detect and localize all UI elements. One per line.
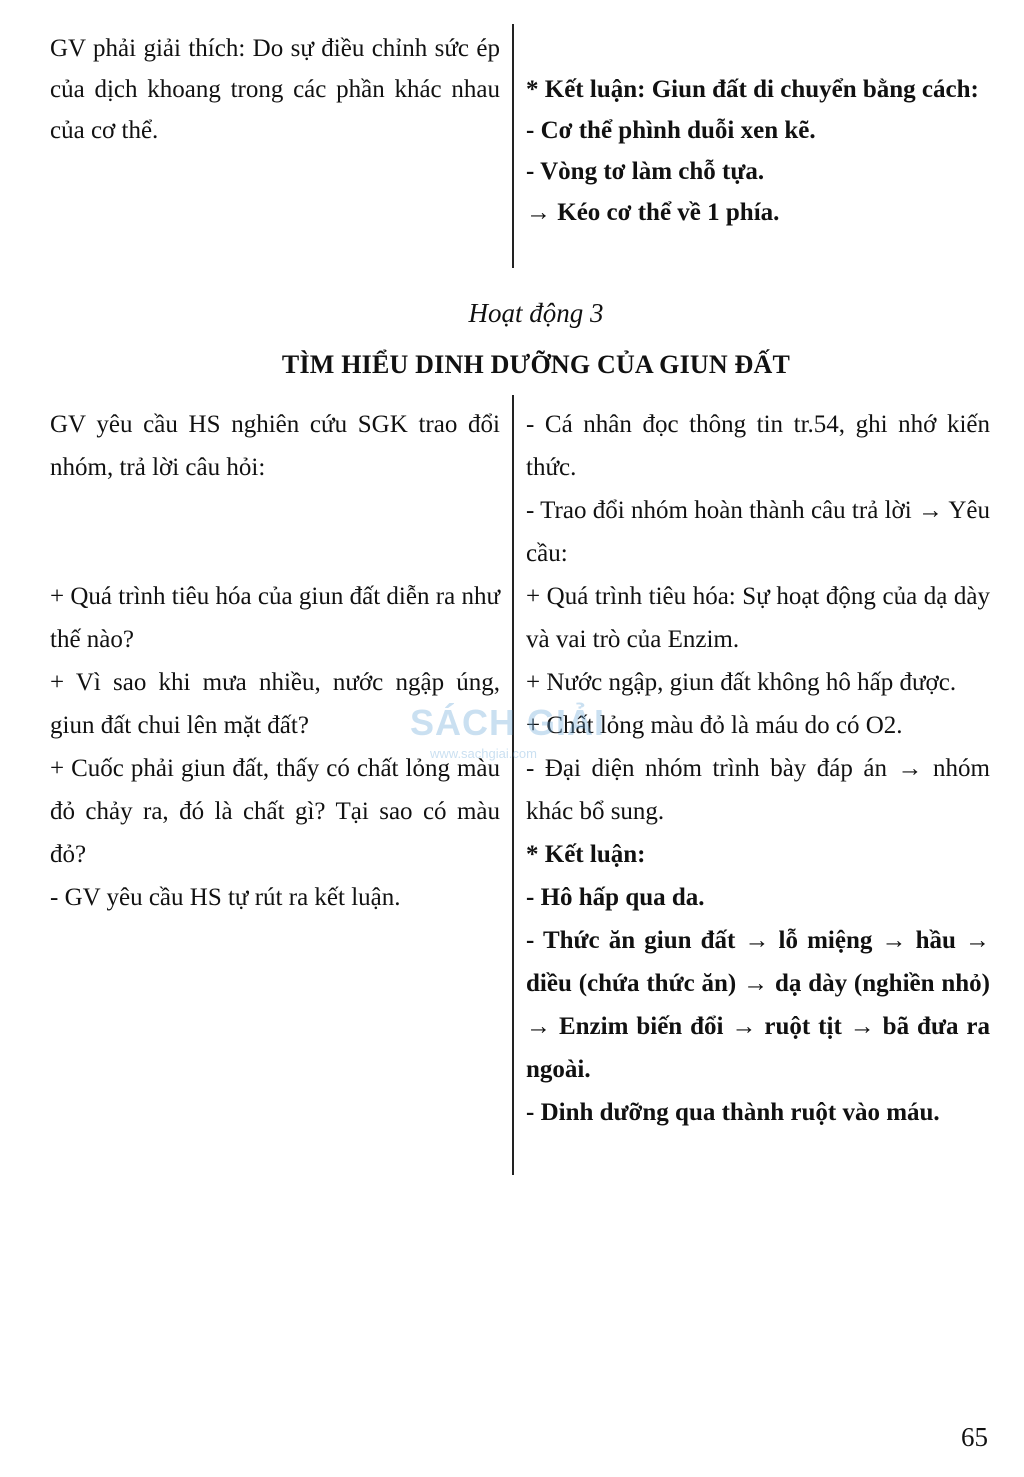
conclusion-item: - Dinh dưỡng qua thành ruột vào máu. [526, 1099, 940, 1126]
question-digestion: + Quá trình tiêu hóa của giun đất diễn ra như thế nào? [50, 583, 500, 653]
conclusion-item: → Kéo cơ thể về 1 phía. [526, 199, 780, 226]
teacher-conclusion-request: - GV yêu cầu HS tự rút ra kết luận. [50, 884, 401, 911]
answer-flooding: + Nước ngập, giun đất không hô hấp được. [526, 669, 957, 696]
conclusion-item: - Cơ thể phình duỗi xen kẽ. [526, 117, 816, 144]
conclusion-heading: * Kết luận: [526, 841, 646, 868]
column-divider [512, 24, 514, 268]
answer-digestion: + Quá trình tiêu hóa: Sự hoạt động của dạ dày và vai trò của Enzim. [526, 583, 990, 653]
bottom-section [50, 403, 990, 1183]
conclusion-item: - Hô hấp qua da. [526, 884, 705, 911]
conclusion-item: - Thức ăn giun đất → lỗ miệng → hầu → diều (chứa thức ăn) → dạ dày (nghiền nhỏ) → Enzim biến đổi → ruột tịt → bã đưa ra ngoài. [526, 927, 990, 1083]
top-left-column [50, 28, 500, 151]
student-reading: - Cá nhân đọc thông tin tr.54, ghi nhớ kiến thức. [526, 411, 990, 481]
group-discussion: - Trao đổi nhóm hoàn thành câu trả lời → Yêu cầu: [526, 497, 990, 567]
question-flooding: + Vì sao khi mưa nhiều, nước ngập úng, giun đất chui lên mặt đất? [50, 669, 500, 739]
activity-subtitle: Hoạt động 3 [468, 298, 604, 328]
watermark-url: www.sachgiai.com [430, 746, 537, 761]
conclusion-item: - Vòng tơ làm chỗ tựa. [526, 158, 765, 185]
column-divider [512, 395, 514, 1175]
group-presentation: - Đại diện nhóm trình bày đáp án → nhóm khác bổ sung. [526, 755, 990, 825]
watermark-text: SÁCH GIẢI [410, 702, 606, 743]
activity-title: TÌM HIỂU DINH DƯỠNG CỦA GIUN ĐẤT [281, 350, 791, 379]
top-right-column [526, 69, 990, 233]
page-number: 65 [961, 1422, 988, 1452]
teacher-instruction: GV yêu cầu HS nghiên cứu SGK trao đổi nhóm, trả lời câu hỏi: [50, 411, 500, 481]
answer-red-liquid: + Chất lỏng màu đỏ là máu do có O2. [526, 712, 903, 739]
teacher-explanation: GV phải giải thích: Do sự điều chỉnh sức ép của dịch khoang trong các phần khác nhau của cơ thể. [50, 35, 500, 144]
bottom-right-column [526, 403, 990, 1134]
question-red-liquid: + Cuốc phải giun đất, thấy có chất lỏng màu đỏ chảy ra, đó là chất gì? Tại sao có màu đỏ? [50, 755, 500, 868]
conclusion-heading: * Kết luận: Giun đất di chuyển bằng cách: [526, 76, 979, 103]
top-section [50, 28, 990, 268]
